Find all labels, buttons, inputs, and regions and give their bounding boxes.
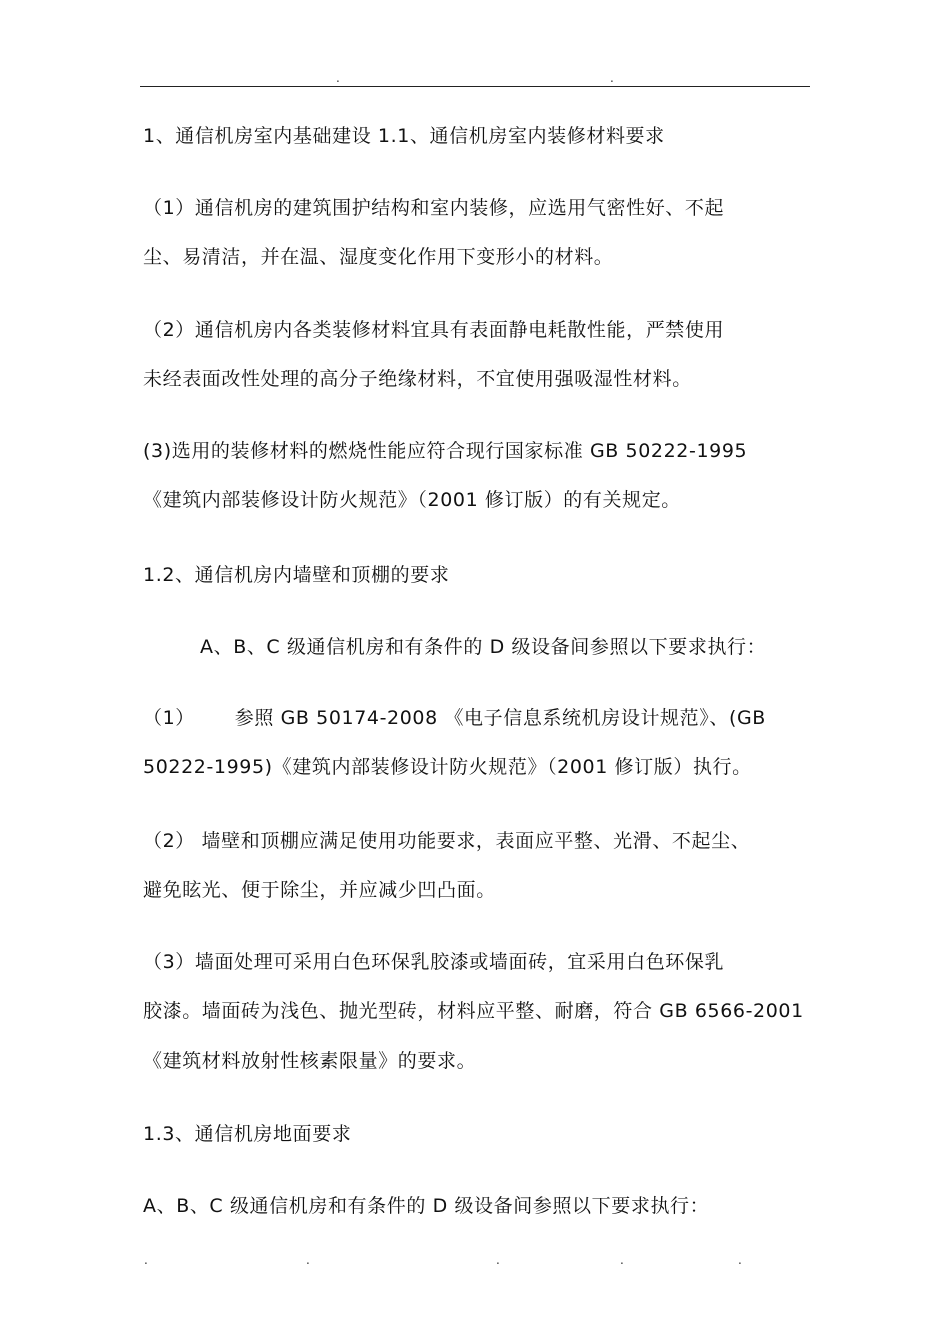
paragraph-line: 未经表面改性处理的高分子绝缘材料，不宜使用强吸湿性材料。	[143, 368, 692, 390]
paragraph-line: （2） 墙壁和顶棚应满足使用功能要求，表面应平整、光滑、不起尘、	[143, 830, 751, 852]
paragraph-line: (3)选用的装修材料的燃烧性能应符合现行国家标准 GB 50222-1995	[143, 440, 748, 462]
paragraph-line: A、B、C 级通信机房和有条件的 D 级设备间参照以下要求执行：	[200, 636, 767, 658]
header-rule	[140, 86, 810, 87]
section-heading-1: 1、通信机房室内基础建设 1.1、通信机房室内装修材料要求	[143, 125, 665, 147]
paragraph-line: A、B、C 级通信机房和有条件的 D 级设备间参照以下要求执行：	[143, 1195, 710, 1217]
footer-dots	[140, 1254, 810, 1268]
section-heading-1-3: 1.3、通信机房地面要求	[143, 1123, 352, 1145]
paragraph-line: 避免眩光、便于除尘，并应减少凹凸面。	[143, 879, 496, 901]
paragraph-line: 50222-1995)《建筑内部装修设计防火规范》（2001 修订版）执行。	[143, 756, 752, 778]
paragraph-line: （1） 参照 GB 50174-2008 《电子信息系统机房设计规范》、(GB	[143, 707, 766, 729]
paragraph-line: （3）墙面处理可采用白色环保乳胶漆或墙面砖，宜采用白色环保乳	[143, 951, 725, 973]
footer-dot: .	[306, 1253, 310, 1267]
footer-dot: .	[738, 1253, 742, 1267]
header-dot-right: .	[610, 71, 614, 85]
paragraph-line: 《建筑材料放射性核素限量》的要求。	[143, 1050, 477, 1072]
footer-dot: .	[144, 1253, 148, 1267]
header-dot-left: .	[336, 71, 340, 85]
paragraph-line: （2）通信机房内各类装修材料宜具有表面静电耗散性能，严禁使用	[143, 319, 725, 341]
section-heading-1-2: 1.2、通信机房内墙壁和顶棚的要求	[143, 564, 450, 586]
footer-dot: .	[496, 1253, 500, 1267]
paragraph-line: 尘、易清洁，并在温、湿度变化作用下变形小的材料。	[143, 246, 614, 268]
paragraph-line: （1）通信机房的建筑围护结构和室内装修，应选用气密性好、不起	[143, 197, 725, 219]
paragraph-line: 胶漆。墙面砖为浅色、抛光型砖，材料应平整、耐磨，符合 GB 6566-2001	[143, 1000, 804, 1022]
footer-dot: .	[620, 1253, 624, 1267]
paragraph-line: 《建筑内部装修设计防火规范》（2001 修订版）的有关规定。	[143, 489, 681, 511]
